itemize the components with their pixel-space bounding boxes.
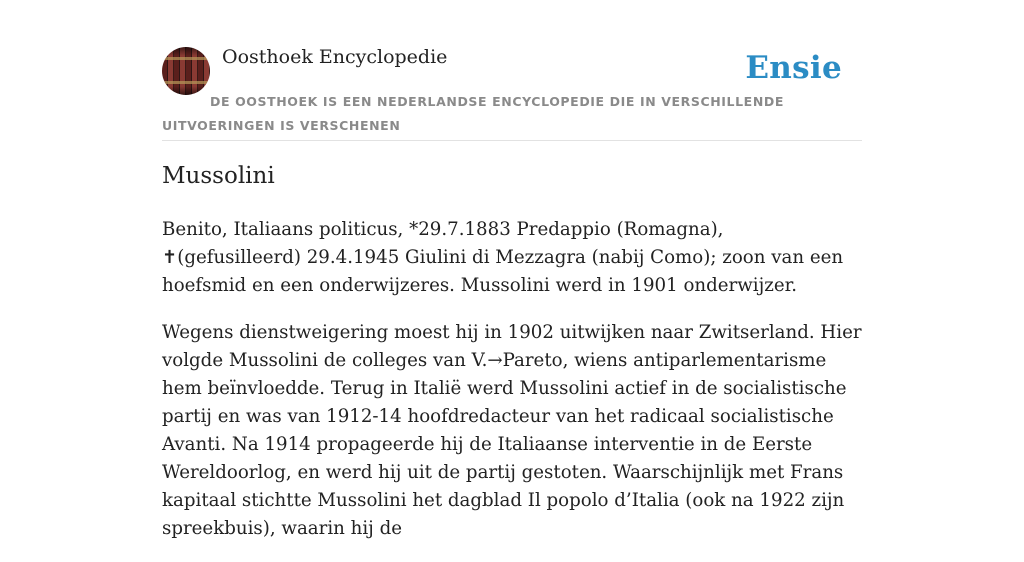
article-paragraph: Wegens dienstweigering moest hij in 1902 uitwijken naar Zwitserland. Hier volgde Mussolini de colleges van V.→Pareto, wiens antiparlementarisme hem beïnvloedde. Terug in Italië werd Mussolini actief in de socialistische partij en was van 1912-14 hoofdredacteur van het radicaal socialistische Avanti. Na 1914 propageerde hij de Italiaanse interventie in de Eerste Wereldoorlog, en werd hij uit de partij gestoten. Waarschijnlijk met Frans kapitaal stichtte Mussolini het dagblad Il popolo d’Italia (ook na 1922 zijn spreekbuis), waarin hij de — [162, 322, 862, 539]
site-title[interactable]: Oosthoek Encyclopedie — [222, 46, 448, 68]
site-avatar[interactable] — [162, 47, 210, 95]
article-body — [162, 216, 862, 562]
site-header — [162, 0, 862, 141]
site-tagline: DE OOSTHOEK IS EEN NEDERLANDSE ENCYCLOPEDIE DIE IN VERSCHILLENDE UITVOERINGEN IS VERSCHENEN — [162, 94, 784, 133]
page-container — [162, 0, 862, 539]
article-paragraph: Benito, Italiaans politicus, *29.7.1883 Predappio (Romagna), ✝(gefusilleerd) 29.4.1945 Giulini di Mezzagra (nabij Como); zoon van een hoefsmid en een onderwijzeres. Mussolini werd in 1901 onderwijzer. — [162, 219, 844, 296]
brand-logo[interactable]: Ensie — [745, 50, 842, 86]
article-title: Mussolini — [162, 163, 275, 189]
